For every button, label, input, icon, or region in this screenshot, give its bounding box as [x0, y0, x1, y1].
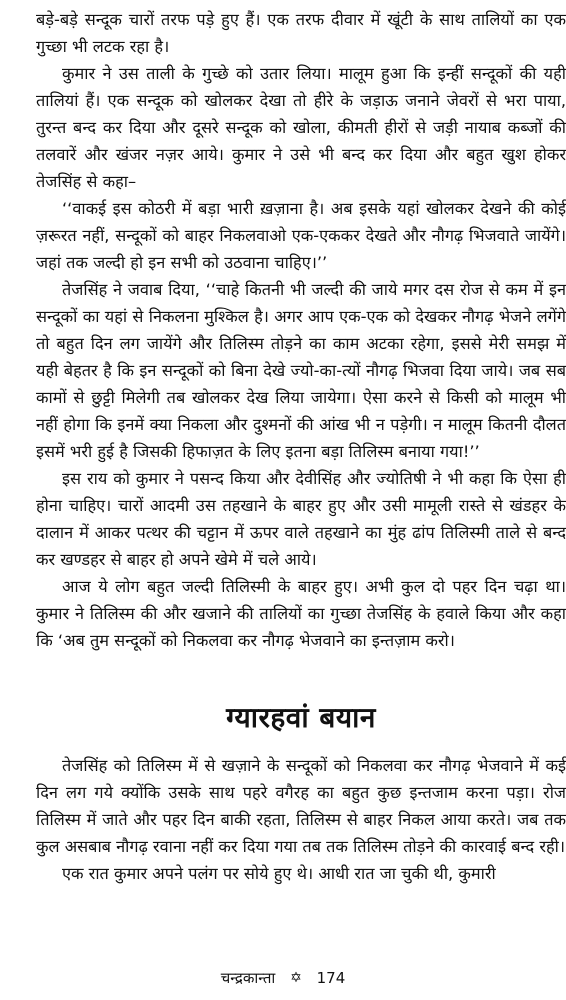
chapter-heading: ग्यारहवां बयान — [226, 701, 376, 734]
footer-book-title: चन्द्रकान्ता — [220, 968, 276, 987]
paragraph-8: एक रात कुमार अपने पलंग पर सोये हुए थे। आधी रात जा चुकी थी, कुमारी — [62, 864, 496, 883]
paragraph-1: बड़े-बड़े सन्दूक चारों तरफ पड़े हुए हैं। एक तरफ दीवार में खूंटी के साथ तालियों का एक गुच्छा भी लटक रहा है। — [36, 10, 566, 56]
paragraph-3: ‘‘वाकई इस कोठरी में बड़ा भारी ख़ज़ाना है। अब इसके यहां खोलकर देखने की कोई ज़रूरत नहीं, सन्दूकों को बाहर निकलवाओ एक-एककर देखते और नौगढ़ भिजवाते जायेंगे। जहां तक जल्दी हो इन सभी को उठवाना चाहिए।’’ — [36, 199, 566, 272]
paragraph-7: तेजसिंह को तिलिस्म में से खज़ाने के सन्दूकों को निकलवा कर नौगढ़ भेजवाने में कई दिन लग गये क्योंकि उसके साथ पहरे वगैरह का बहुत कुछ इन्तजाम करना पड़ा। रोज तिलिस्म में जाते और पहर दिन बाकी रहता, तिलिस्म से बाहर निकल आया करते। जब तक कुल असबाब नौगढ़ रवाना नहीं कर दिया गया तब तक तिलिस्म तोड़ने की कारवाई बन्द रही। — [36, 756, 566, 856]
star-icon: ✡ — [290, 969, 302, 986]
page-footer — [0, 966, 566, 989]
paragraph-2: कुमार ने उस ताली के गुच्छे को उतार लिया। मालूम हुआ कि इन्हीं सन्दूकों की यही तालियां हैं। एक सन्दूक को खोलकर देखा तो हीरे के जड़ाऊ जनाने जेवरों से भरा पाया, तुरन्त बन्द कर दिया और दूसरे सन्दूक को खोला, कीमती हीरों से जड़ी नायाब कब्जों की तलवारें और खंजर नज़र आये। कुमार ने उसे भी बन्द कर दिया और बहुत खुश होकर तेजसिंह से कहा– — [36, 64, 566, 191]
paragraph-4: तेजसिंह ने जवाब दिया, ‘‘चाहे कितनी भी जल्दी की जाये मगर दस रोज से कम में इन सन्दूकों का यहां से निकलना मुश्किल है। अगर आप एक-एक को देखकर नौगढ़ भेजने लगेंगे तो बहुत दिन लग जायेंगे और तिलिस्म तोड़ने का काम अटका रहेगा, इससे मेरी समझ में यही बेहतर है कि इन सन्दूकों को बिना देखे ज्यो-का-त्यों नौगढ़ भिजवा दिया जाये। जब सब कामों से छुट्टी मिलेगी तब खोलकर देख लिया जायेगा। ऐसा करने से किसी को मालूम भी नहीं होगा कि इनमें क्या निकला और दुश्मनों की आंख भी न पड़ेगी। न मालूम कितनी दौलत इसमें भरी हुई है जिसकी हिफाज़त के लिए इतना बड़ा तिलिस्म बनाया गया!’’ — [36, 280, 566, 461]
footer-page-number: 174 — [316, 968, 346, 987]
page-body — [36, 6, 566, 887]
paragraph-6: आज ये लोग बहुत जल्दी तिलिस्मी के बाहर हुए। अभी कुल दो पहर दिन चढ़ा था। कुमार ने तिलिस्म की और खजाने की तालियों का गुच्छा तेजसिंह के हवाले किया और कहा कि ‘अब तुम सन्दूकों को निकलवा कर नौगढ़ भेजवाने का इन्तज़ाम करो। — [36, 577, 566, 650]
paragraph-5: इस राय को कुमार ने पसन्द किया और देवीसिंह और ज्योतिषी ने भी कहा कि ऐसा ही होना चाहिए। चारों आदमी उस तहखाने के बाहर हुए और उसी मामूली रास्ते से खंडहर के दालान में आकर पत्थर की चट्टान में ऊपर वाले तहखाने का मुंह ढांप तिलिस्मी ताले से बन्द कर खण्डहर से बाहर हो अपने खेमे में चले आये। — [36, 469, 566, 569]
